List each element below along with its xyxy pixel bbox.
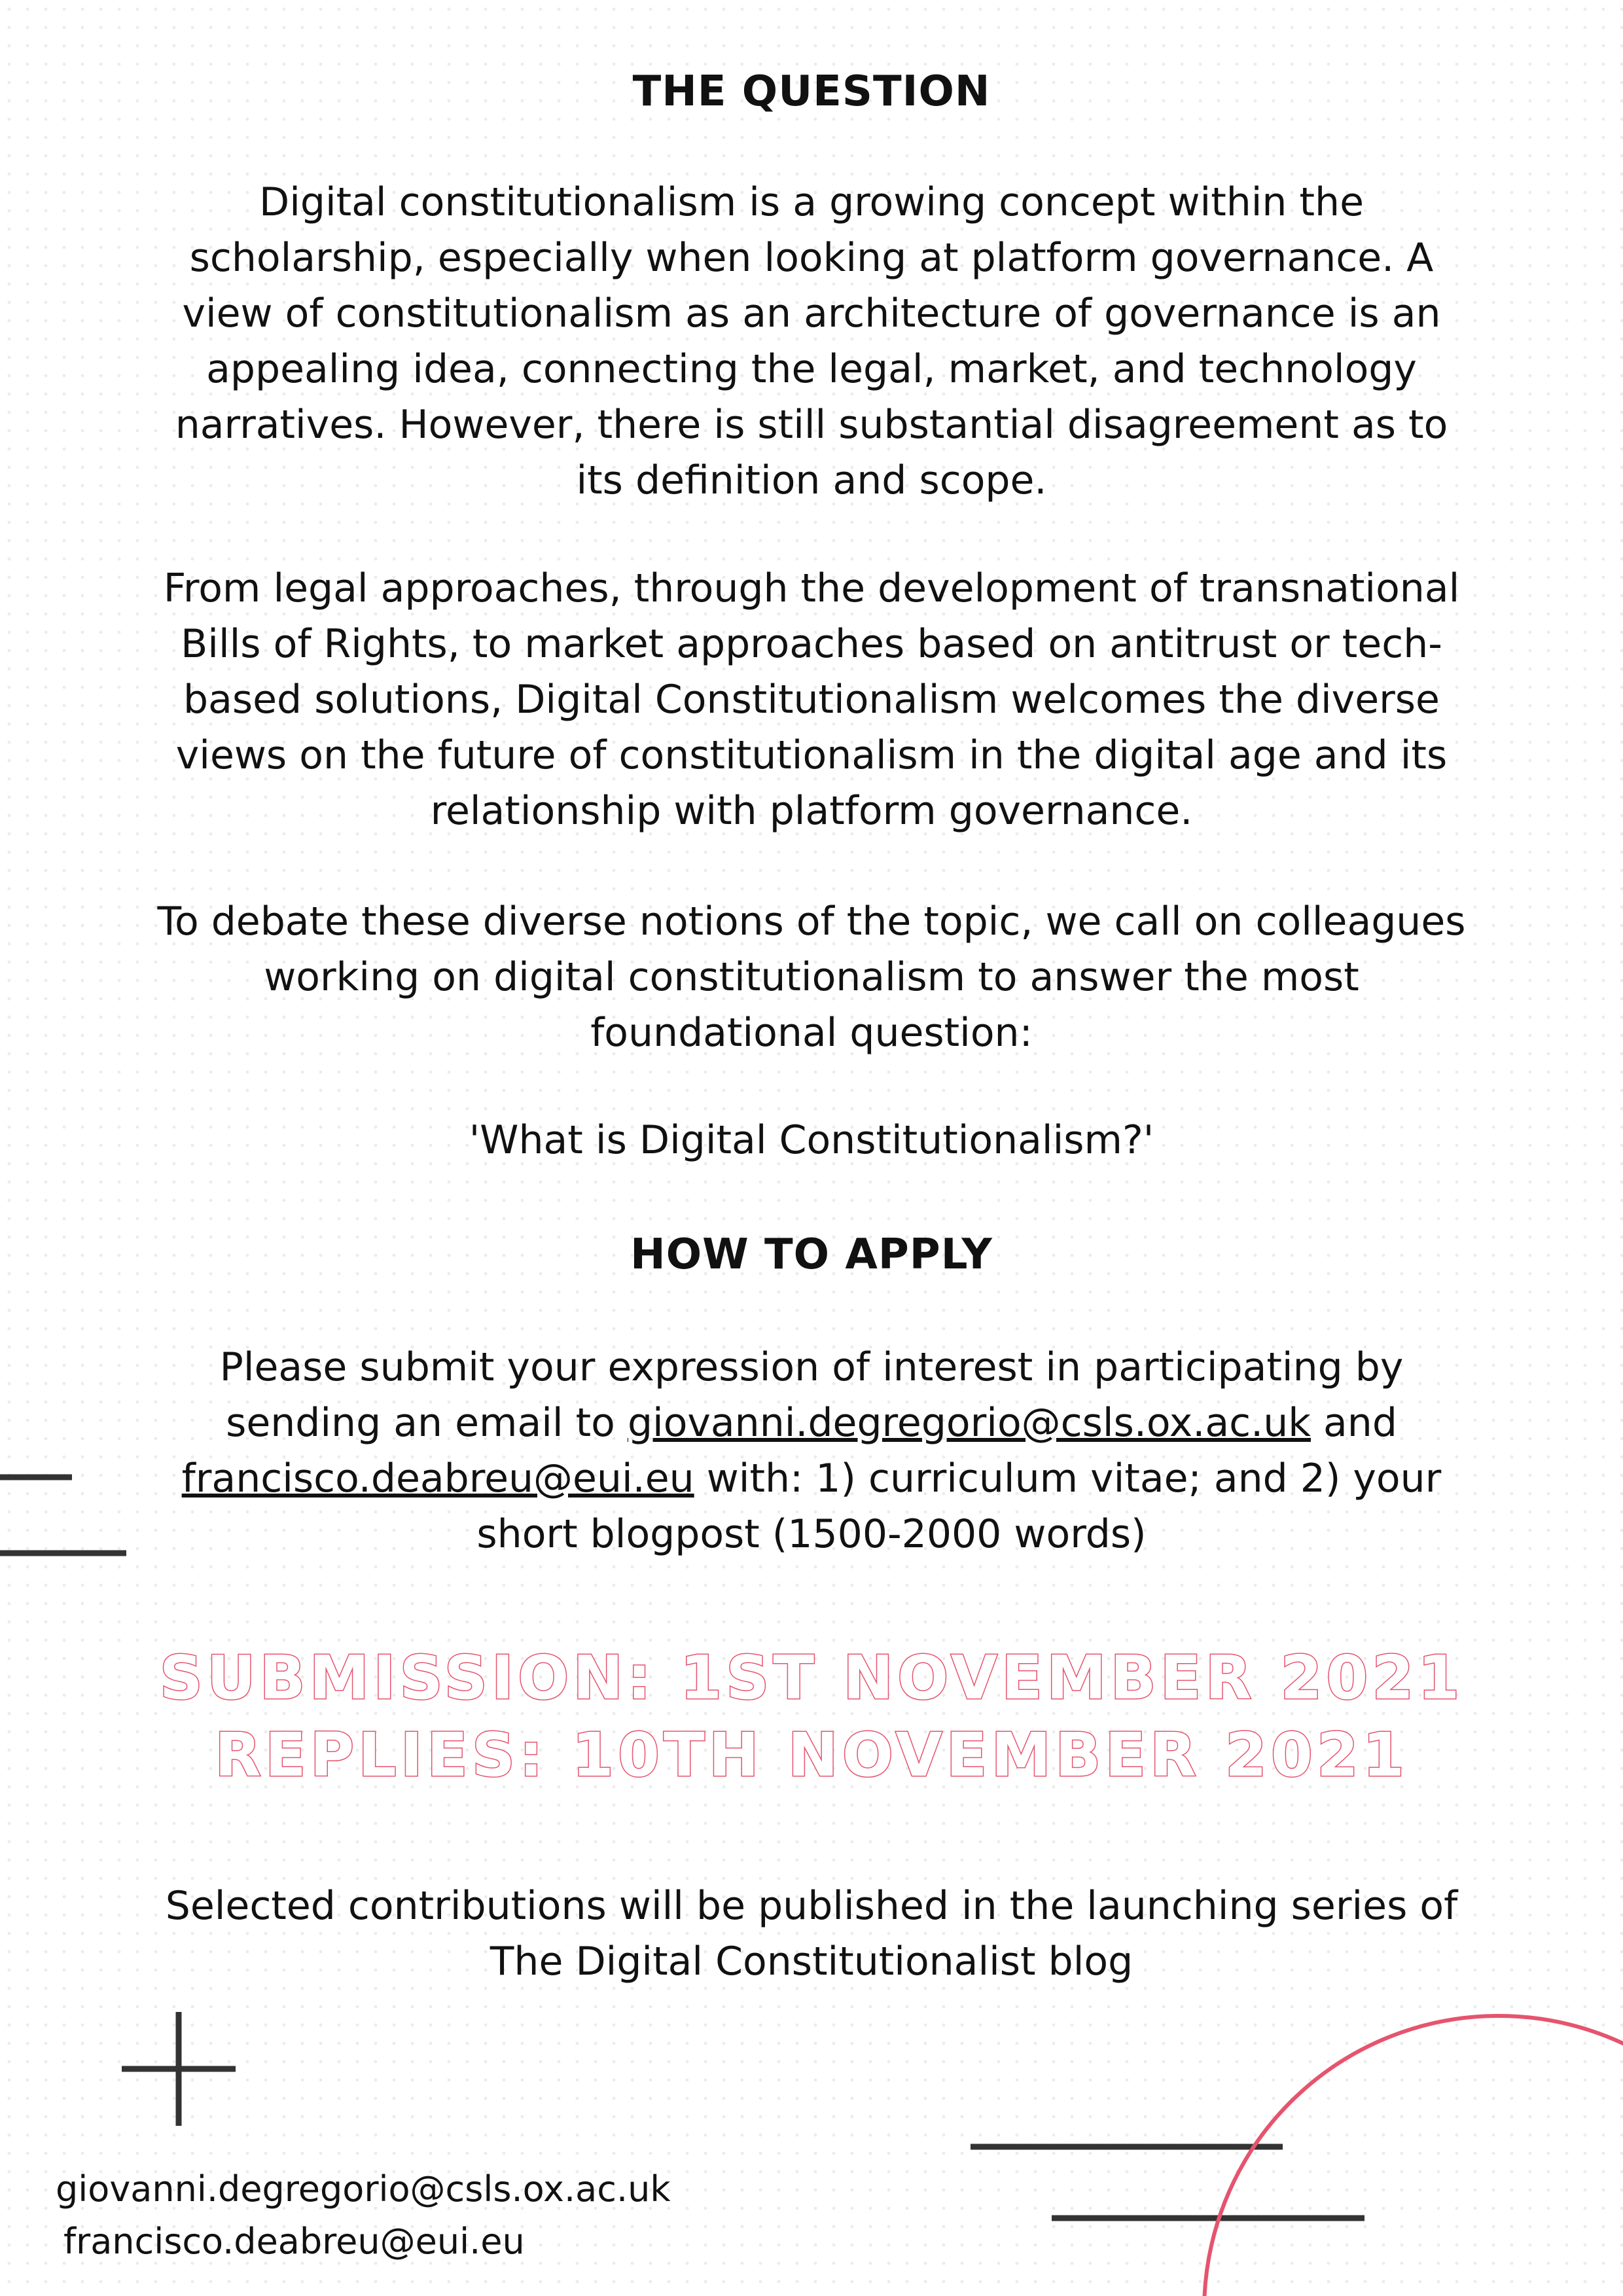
text-line: relationship with platform governance. [430, 788, 1193, 834]
text-segment: with: 1) curriculum vitae; and 2) your [694, 1456, 1442, 1501]
text-line: its definition and scope. [576, 457, 1047, 503]
question-heading: THE QUESTION [632, 67, 991, 116]
decorative-circle-icon [1204, 2016, 1623, 2296]
text-line: Selected contributions will be published in the launching series of [165, 1883, 1458, 1929]
text-line: Bills of Rights, to market approaches based on antitrust or tech- [181, 621, 1442, 667]
replies-deadline: REPLIES: 10TH NOVEMBER 2021 [215, 1720, 1408, 1790]
contact-email-giovanni[interactable]: giovanni.degregorio@csls.ox.ac.uk [56, 2168, 671, 2210]
text-line: working on digital constitutionalism to answer the most [264, 954, 1359, 1000]
text-line: To debate these diverse notions of the topic, we call on colleagues [157, 899, 1466, 944]
text-line: view of constitutionalism as an architecture of governance is an [182, 291, 1441, 336]
text-line: foundational question: [590, 1010, 1033, 1056]
text-line: based solutions, Digital Constitutionalism welcomes the diverse [183, 677, 1440, 723]
quote-text: 'What is Digital Constitutionalism?' [469, 1117, 1154, 1163]
text-line: Digital constitutionalism is a growing concept within the [259, 179, 1364, 225]
contact-email-francisco[interactable]: francisco.deabreu@eui.eu [63, 2221, 525, 2262]
submission-deadline: SUBMISSION: 1ST NOVEMBER 2021 [159, 1643, 1464, 1713]
text-line: The Digital Constitutionalist blog [490, 1939, 1133, 1984]
text-line: narratives. However, there is still substantial disagreement as to [175, 402, 1448, 448]
text-line: short blogpost (1500-2000 words) [476, 1511, 1147, 1557]
text-line: Please submit your expression of interest in participating by [219, 1344, 1404, 1390]
text-line: views on the future of constitutionalism in the digital age and its [175, 732, 1448, 778]
text-segment: and [1310, 1400, 1397, 1446]
text-line: scholarship, especially when looking at platform governance. A [189, 235, 1434, 281]
email-link-francisco[interactable]: francisco.deabreu@eui.eu [181, 1456, 694, 1501]
apply-heading: HOW TO APPLY [630, 1230, 993, 1279]
text-line: From legal approaches, through the development of transnational [163, 565, 1460, 611]
text-line: appealing idea, connecting the legal, market, and technology [206, 346, 1417, 392]
email-link-giovanni[interactable]: giovanni.degregorio@csls.ox.ac.uk [627, 1400, 1311, 1446]
text-segment: sending an email to [226, 1400, 628, 1446]
